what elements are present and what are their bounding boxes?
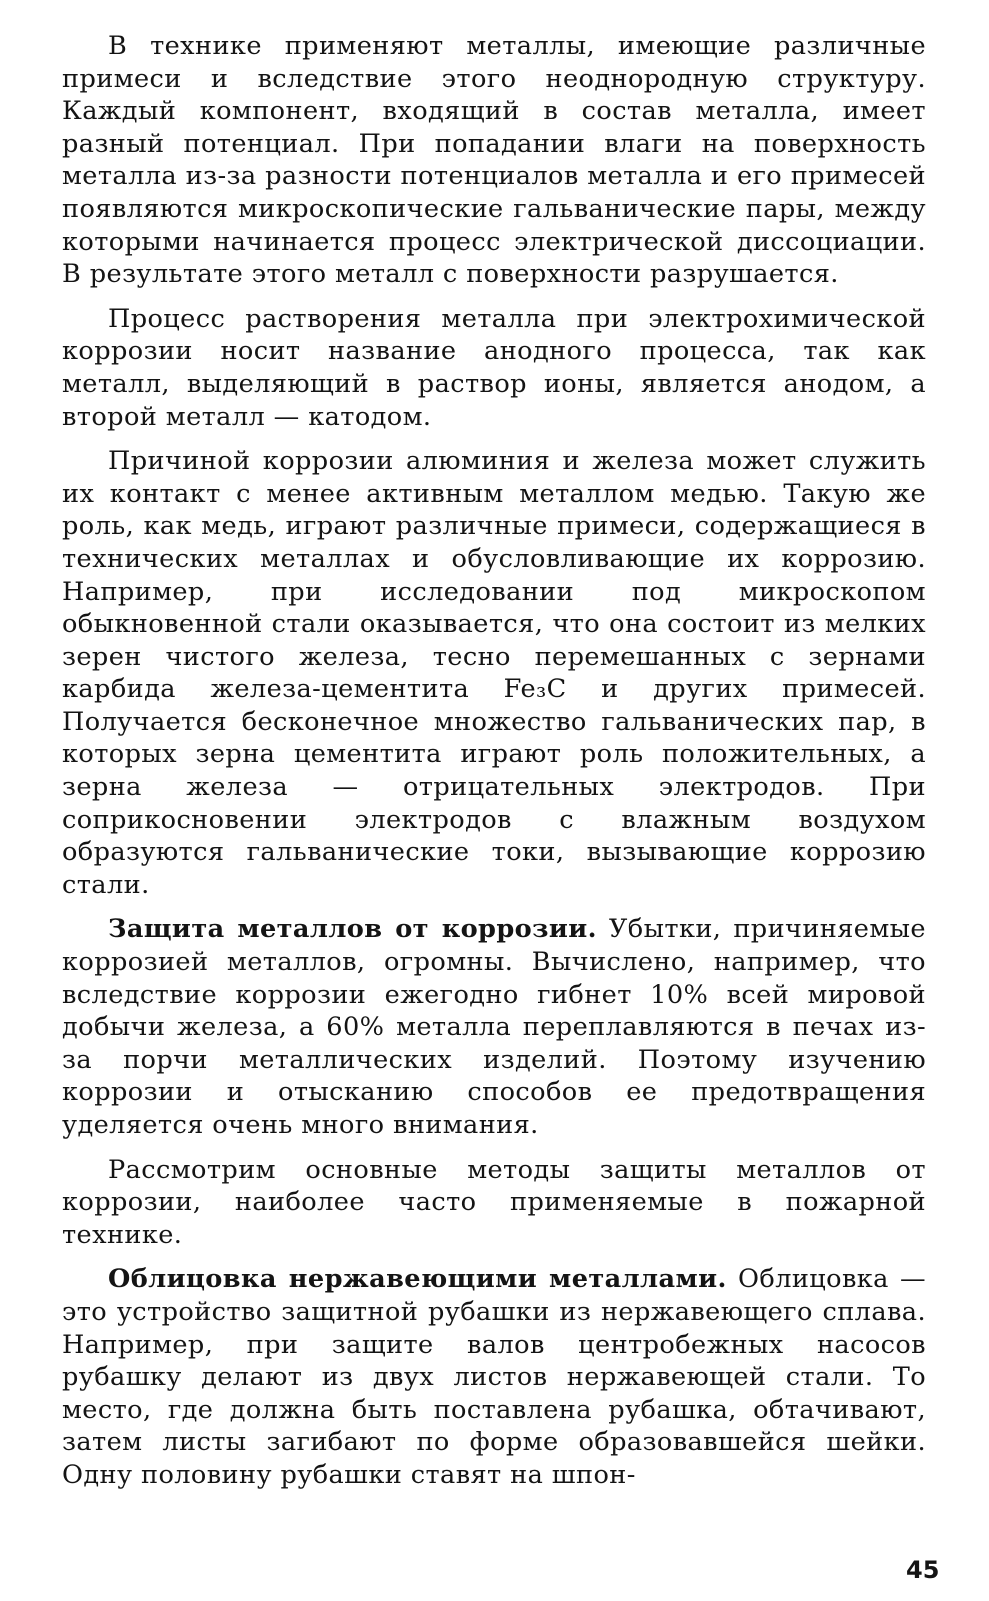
page-number: 45 bbox=[906, 1556, 940, 1584]
paragraph-3 bbox=[62, 445, 926, 901]
page-body bbox=[62, 30, 926, 1504]
paragraph-2-text: Процесс растворения металла при электрохимической коррозии носит название анодного процесса, так как металл, выделяющий в раствор ионы, является анодом, а второй металл — катодом. bbox=[62, 303, 926, 432]
paragraph-6-text: Облицовка — это устройство защитной рубашки из нержавеющего сплава. Например, при защите валов центробежных насосов рубашку делают из двух листов нержавеющей стали. То место, где должна быть поставлена рубашка, обтачивают, затем листы загибают по форме образовавшейся шейки. Одну половину рубашки ставят на шпон- bbox=[62, 1264, 927, 1490]
section-heading-corrosion-protection: Защита металлов от коррозии. bbox=[108, 914, 597, 945]
paragraph-4-text: Убытки, причиняемые коррозией металлов, огромны. Вычислено, например, что вследствие коррозии ежегодно гибнет 10% всей мировой добычи железа, а 60% металла переплавляются в печах из-за порчи металлических изделий. Поэтому изучению коррозии и отысканию способов ее предотвращения уделяется очень много внимания. bbox=[62, 914, 926, 1140]
paragraph-3-text: Причиной коррозии алюминия и железа может служить их контакт с менее активным металлом медью. Такую же роль, как медь, играют различные примеси, содержащиеся в технических металлах и обусловливающие их коррозию. Например, при исследовании под микроскопом обыкновенной стали оказывается, что она состоит из мелких зерен чистого железа, тесно перемешанных с зернами карбида железа-цементита Fe₃C и других примесей. Получается бесконечное множество гальванических пар, в которых зерна цементита играют роль положительных, а зерна железа — отрицательных электродов. При соприкосновении электродов с влажным воздухом образуются гальванические токи, вызывающие коррозию стали. bbox=[62, 446, 926, 900]
paragraph-1 bbox=[62, 30, 926, 291]
paragraph-2 bbox=[62, 303, 926, 433]
paragraph-6 bbox=[62, 1263, 926, 1491]
paragraph-5-text: Рассмотрим основные методы защиты металлов от коррозии, наиболее часто применяемые в пожарной технике. bbox=[62, 1154, 926, 1250]
paragraph-4 bbox=[62, 913, 926, 1141]
paragraph-5 bbox=[62, 1154, 926, 1252]
paragraph-1-text: В технике применяют металлы, имеющие различные примеси и вследствие этого неоднородную структуру. Каждый компонент, входящий в состав металла, имеет разный потенциал. При попадании влаги на поверхность металла из-за разности потенциалов металла и его примесей появляются микроскопические гальванические пары, между которыми начинается процесс электрической диссоциации. В результате этого металл с поверхности разрушается. bbox=[62, 31, 926, 290]
section-heading-cladding: Облицовка нержавеющими металлами. bbox=[108, 1264, 727, 1295]
